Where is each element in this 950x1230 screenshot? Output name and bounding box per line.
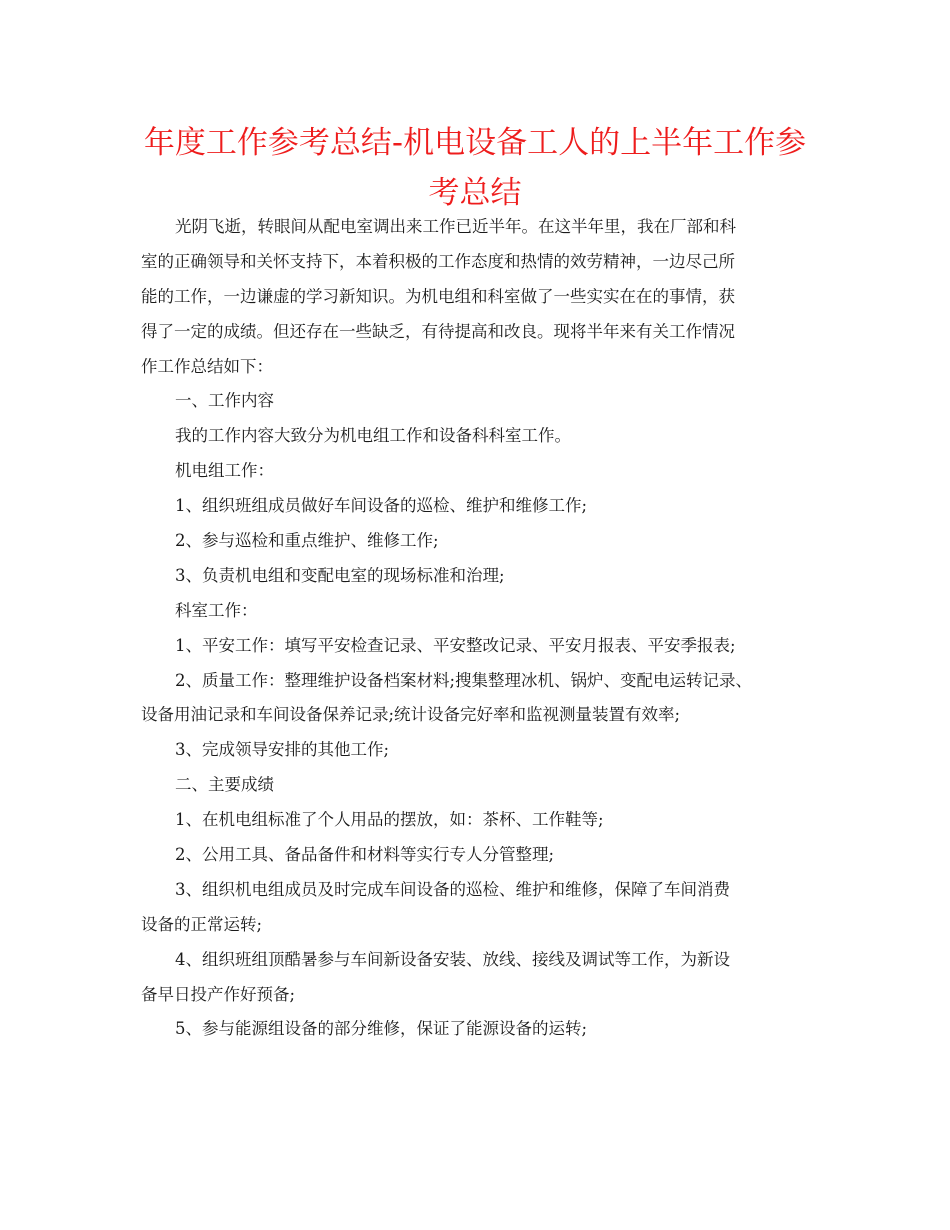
- paragraph-line: 光阴飞逝，转眼间从配电室调出来工作已近半年。在这半年里，我在厂部和科: [175, 217, 736, 236]
- title-line-2: 考总结: [428, 175, 522, 211]
- list-item: 2、参与巡检和重点维护、维修工作;: [175, 531, 439, 551]
- paragraph-line: 得了一定的成绩。但还存在一些缺乏，有待提高和改良。现将半年来有关工作情况: [141, 321, 735, 341]
- list-item: 3、组织机电组成员及时完成车间设备的巡检、维护和维修，保障了车间消费: [175, 879, 730, 899]
- list-item: 3、负责机电组和变配电室的现场标准和治理;: [175, 565, 505, 585]
- document-body: [141, 210, 813, 1047]
- list-item: 3、完成领导安排的其他工作;: [175, 740, 390, 760]
- title-line-1: 年度工作参考总结-机电设备工人的上半年工作参: [143, 125, 807, 161]
- list-item: 1、在机电组标准了个人用品的摆放，如：茶杯、工作鞋等;: [175, 810, 604, 830]
- list-item: 4、组织班组顶酷暑参与车间新设备安装、放线、接线及调试等工作，为新设: [175, 949, 730, 969]
- list-item: 2、质量工作：整理维护设备档案材料;搜集整理冰机、锅炉、变配电运转记录、: [175, 670, 753, 690]
- section-heading: 二、主要成绩: [175, 775, 274, 795]
- paragraph-line: 室的正确领导和关怀支持下，本着积极的工作态度和热情的效劳精神，一边尽己所: [141, 251, 735, 271]
- list-item: 2、公用工具、备品备件和材料等实行专人分管整理;: [175, 845, 555, 865]
- list-item-continuation: 设备的正常运转;: [141, 914, 263, 934]
- subsection-heading: 科室工作：: [175, 600, 258, 620]
- section-heading: 一、工作内容: [175, 391, 274, 411]
- document-title: [125, 118, 825, 218]
- subsection-heading: 机电组工作：: [175, 461, 274, 481]
- paragraph-line: 能的工作，一边谦虚的学习新知识。为机电组和科室做了一些实实在在的事情，获: [141, 286, 735, 306]
- paragraph-line: 我的工作内容大致分为机电组工作和设备科科室工作。: [175, 426, 571, 446]
- list-item-continuation: 备早日投产作好预备;: [141, 984, 296, 1004]
- list-item: 1、平安工作：填写平安检查记录、平安整改记录、平安月报表、平安季报表;: [175, 635, 736, 655]
- paragraph-line: 作工作总结如下：: [141, 356, 273, 376]
- list-item: 5、参与能源组设备的部分维修，保证了能源设备的运转;: [175, 1019, 588, 1039]
- list-item-continuation: 设备用油记录和车间设备保养记录;统计设备完好率和监视测量装置有效率;: [141, 705, 681, 725]
- list-item: 1、组织班组成员做好车间设备的巡检、维护和维修工作;: [175, 496, 588, 516]
